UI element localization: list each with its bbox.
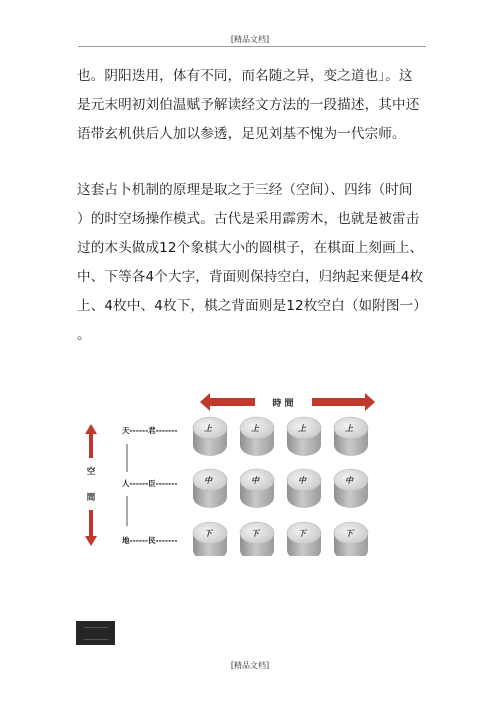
paragraph-line: 也。阴阳迭用，体有不同，而名随之异，变之道也」。这: [77, 68, 413, 84]
piece-character: 中: [345, 476, 353, 485]
chess-piece: [287, 417, 321, 456]
paragraph-line: 中、下等各4个大字，背面则保持空白，归纳起来便是4枚: [77, 269, 424, 285]
chess-piece: [334, 417, 368, 456]
paragraph-line: 这套占卜机制的原理是取之于三经（空间）、四纬（时间: [77, 182, 413, 198]
piece-character: 上: [345, 424, 353, 433]
space-arrow-down: [85, 510, 97, 546]
time-arrow-left: [200, 393, 255, 411]
chess-piece: [240, 522, 274, 556]
chess-piece: [287, 469, 321, 508]
piece-character: 下: [204, 529, 212, 538]
chess-piece: [193, 522, 227, 556]
chess-piece: [334, 469, 368, 508]
paragraph-line: 。: [77, 327, 91, 343]
paragraph-line: 上、4枚中、4枚下，棋之背面则是12枚空白（如附图一）: [77, 298, 427, 314]
chess-piece: [287, 522, 321, 556]
piece-character: 中: [298, 476, 306, 485]
chess-piece: [240, 469, 274, 508]
piece-character: 上: [298, 424, 306, 433]
space-arrow-up: [85, 424, 97, 458]
chess-piece: [240, 417, 274, 456]
time-arrow-right: [312, 393, 375, 411]
paragraph-1: [77, 62, 425, 149]
row-label-earth: 地------民-------: [122, 536, 178, 545]
time-label: 時 間: [272, 399, 294, 409]
divination-figure: [80, 386, 380, 556]
header-divider: [78, 46, 426, 47]
space-label-bottom: 間: [86, 493, 96, 503]
paragraph-line: 是元末明初刘伯温赋予解读经文方法的一段描述，其中还: [77, 97, 420, 113]
piece-character: 中: [251, 476, 259, 485]
chess-piece: [334, 522, 368, 556]
paragraph-line: ）的时空场操作模式。古代是采用霹雳木，也就是被雷击: [77, 211, 420, 227]
piece-character: 上: [251, 424, 259, 433]
row-label-man: 人------臣-------: [122, 479, 178, 488]
time-arrow: [200, 393, 375, 411]
figure-svg: [80, 386, 380, 556]
piece-character: 上: [204, 424, 212, 433]
piece-character: 下: [298, 529, 306, 538]
row-label-heaven: 天------君-------: [122, 426, 178, 435]
piece-character: 下: [345, 529, 353, 538]
paragraph-2: [77, 176, 425, 350]
piece-character: 下: [251, 529, 259, 538]
piece-character: 中: [204, 476, 212, 485]
page-footer: [精品文档]: [230, 661, 270, 670]
paragraph-line: 语带玄机供后人加以参透，足见刘基不愧为一代宗师。: [77, 126, 406, 142]
scan-mark-image: [76, 621, 115, 645]
space-arrow: [85, 424, 97, 546]
chess-piece: [193, 469, 227, 508]
chess-piece: [193, 417, 227, 456]
paragraph-line: 过的木头做成12个象棋大小的圆棋子，在棋面上刻画上、: [77, 240, 424, 256]
space-label-top: 空: [86, 467, 96, 477]
page-header: [精品文档]: [230, 35, 270, 44]
pieces-grid: [193, 417, 368, 556]
